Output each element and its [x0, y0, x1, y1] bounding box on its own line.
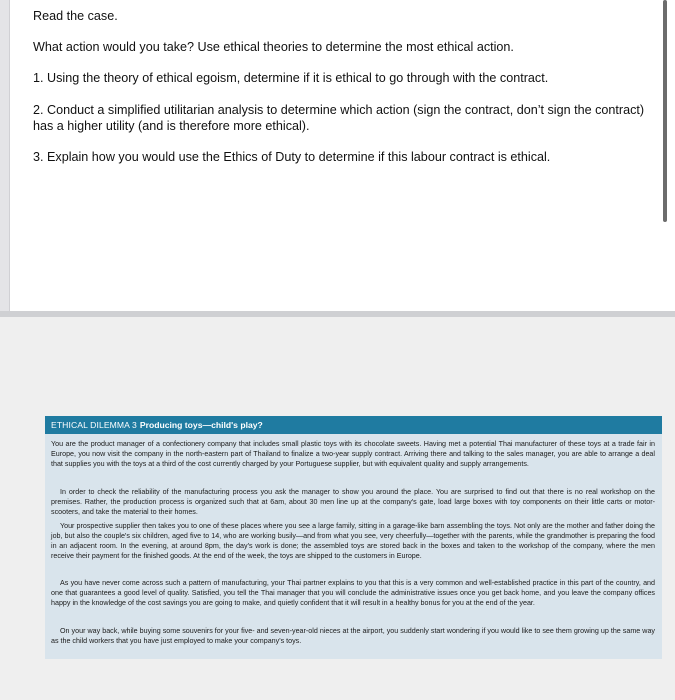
question-item-2: 2. Conduct a simplified utilitarian analysis to determine which action (sign the contract, don’t sign the contract) [33, 103, 645, 117]
question-item-2-continued: has a higher utility (and is therefore more ethical). [33, 119, 310, 133]
question-item-3: 3. Explain how you would use the Ethics of Duty to determine if this labour contract is ethical. [33, 150, 551, 164]
scrollbar-thumb[interactable] [663, 0, 667, 222]
case-paragraph-5: On your way back, while buying some souvenirs for your five- and seven-year-old nieces at the airport, you suddenly start wondering if you would like to see them growing up the same way as the child workers that you have just employed to make your company's toys. [51, 627, 655, 645]
intro-text: Read the case. [33, 9, 118, 23]
case-label: ETHICAL DILEMMA 3 [51, 420, 137, 430]
case-paragraph-3: Your prospective supplier then takes you to one of these places where you see a large family, sitting in a garage-like barn assembling the toys. Not only are the mother and father doing the job, but also the couple's six children, aged five to 14, who are working busily—and from what you see, very cheerfully—together with the parents, while the grandmother is preparing the food in an adjacent room. In the evening, at around 8pm, the day's work is done; the assembled toys are stored back in the boxes and taken to the workshop of the company, where the men receive their payment for the finished goods. At the end of the week, the toys are shipped to the customers in Europe. [51, 522, 655, 560]
gutter-divider [9, 0, 10, 311]
case-title: Producing toys—child's play? [139, 420, 263, 430]
case-paragraph-2: In order to check the reliability of the manufacturing process you ask the manager to show you around the place. You are surprised to find out that there is no real workshop on the premises. Rather, the production process is organized such that at 6am, about 30 men line up at the company's gate, load large boxes with toy components on their little carts or motor-scooters, and take the material to their homes. [51, 488, 655, 516]
case-header [45, 416, 662, 434]
case-paragraph-4: As you have never come across such a pattern of manufacturing, your Thai partner explains to you that this is a very common and well-established practice in this part of the country, and one that guarantees a good level of quality. Satisfied, you tell the Thai manager that you will conclude the administrative issues once you get back home, and you leave the company offices happy in the knowledge of the cost savings you are going to make, and quietly confident that it will result in a healthy bonus for you at the end of the year. [51, 579, 655, 607]
main-question: What action would you take? Use ethical theories to determine the most ethical action. [33, 40, 514, 54]
left-gutter [0, 0, 9, 311]
question-item-1: 1. Using the theory of ethical egoism, determine if it is ethical to go through with the contract. [33, 71, 549, 85]
case-paragraph-1: You are the product manager of a confectionery company that includes small plastic toys with its chocolate sweets. Having met a potential Thai manufacturer of these toys at a trade fair in Europe, you now visit the company in the north-eastern part of Thailand to finalize a two-year supply contract. Arriving there and talking to the sales manager, you are able to arrange a deal that supplies you with the toys at a third of the cost currently charged by your Portuguese supplier, but with equivalent quality and supply arrangements. [51, 440, 655, 468]
